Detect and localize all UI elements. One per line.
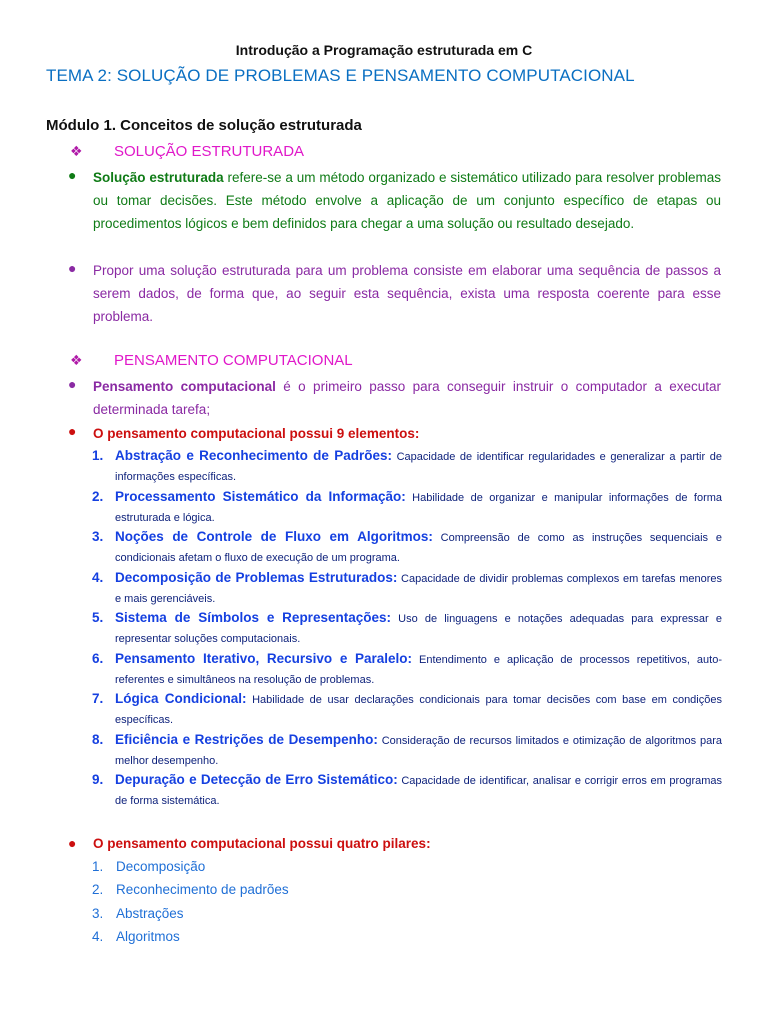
list-item bbox=[92, 568, 722, 609]
list-item-number: 1. bbox=[92, 448, 104, 463]
list-item-number: 4. bbox=[92, 928, 104, 944]
list-item-title: Depuração e Detecção de Erro Sistemático: bbox=[115, 772, 398, 787]
list-item-label: Decomposição bbox=[116, 859, 206, 874]
diamond-bullet-icon: ❖ bbox=[70, 352, 83, 368]
section-title-text: SOLUÇÃO ESTRUTURADA bbox=[114, 143, 305, 160]
list-item-title: Eficiência e Restrições de Desempenho: bbox=[115, 731, 378, 747]
pillars-list bbox=[92, 855, 289, 948]
list-item-title: Abstração e Reconhecimento de Padrões: bbox=[115, 448, 392, 463]
dot-bullet-icon: ● bbox=[68, 376, 77, 392]
list-item bbox=[92, 608, 722, 649]
list-item-number: 2. bbox=[92, 488, 104, 504]
list-item bbox=[92, 925, 289, 948]
list-item-text: Capacidade de dividir problemas complexos em tarefas menores e mais gerenciáveis. bbox=[115, 572, 722, 605]
paragraph-solucao-definition bbox=[93, 166, 721, 235]
list-item-title: Sistema de Símbolos e Representações: bbox=[115, 610, 391, 625]
section-title-text: PENSAMENTO COMPUTACIONAL bbox=[114, 352, 353, 369]
diamond-bullet-icon: ❖ bbox=[70, 143, 83, 159]
list-item-title: Decomposição de Problemas Estruturados: bbox=[115, 569, 398, 585]
list-item bbox=[92, 902, 289, 925]
list-item bbox=[92, 770, 722, 811]
module-title: Módulo 1. Conceitos de solução estruturada bbox=[46, 117, 362, 134]
dot-bullet-icon: ● bbox=[68, 167, 77, 183]
list-item-number: 9. bbox=[92, 772, 104, 787]
list-item bbox=[92, 878, 289, 901]
elements-list bbox=[92, 446, 722, 811]
list-item-number: 1. bbox=[92, 859, 104, 874]
list-item bbox=[92, 855, 289, 878]
list-item-title: Processamento Sistemático da Informação: bbox=[115, 488, 406, 504]
dot-bullet-icon: ● bbox=[68, 835, 77, 851]
topic-title: TEMA 2: SOLUÇÃO DE PROBLEMAS E PENSAMENTO COMPUTACIONAL bbox=[46, 66, 635, 85]
list-item bbox=[92, 527, 722, 568]
paragraph-text: é o primeiro passo para conseguir instruir o computador a executar determinada tarefa; bbox=[93, 379, 721, 417]
list-item-text: Capacidade de identificar, analisar e corrigir erros em programas de forma sistemática. bbox=[115, 775, 723, 807]
list-item-number: 3. bbox=[92, 905, 104, 921]
list-item-number: 6. bbox=[92, 650, 104, 666]
list-item bbox=[92, 446, 722, 487]
list-item-label: Abstrações bbox=[116, 905, 184, 921]
list-item-title: Lógica Condicional: bbox=[115, 691, 247, 706]
list-item-label: Algoritmos bbox=[116, 928, 180, 944]
list-item-text: Habilidade de organizar e manipular informações de forma estruturada e lógica. bbox=[115, 491, 723, 524]
list-item-text: Entendimento e aplicação de processos repetitivos, auto-referentes e simultâneos na resolução de problemas. bbox=[115, 653, 722, 686]
list-item-title: Noções de Controle de Fluxo em Algoritmos: bbox=[115, 529, 433, 544]
list-item-text: Capacidade de identificar regularidades e generalizar a partir de informações específicas. bbox=[115, 451, 722, 483]
list-item-text: Compreensão de como as instruções sequenciais e condicionais afetam o fluxo de execução de um programa. bbox=[115, 532, 722, 564]
paragraph-solucao-proposta: Propor uma solução estruturada para um problema consiste em elaborar uma sequência de passos a serem dados, de forma que, ao seguir esta sequência, exista uma resposta coerente para esse problema. bbox=[93, 263, 721, 324]
list-item bbox=[92, 649, 722, 690]
list-item-text: Consideração de recursos limitados e otimização de algoritmos para melhor desempenho. bbox=[115, 734, 722, 767]
document-header: Introdução a Programação estruturada em C bbox=[235, 42, 533, 58]
list-item-number: 5. bbox=[92, 610, 104, 625]
list-item bbox=[92, 730, 722, 771]
paragraph-text: refere-se a um método organizado e sistemático utilizado para resolver problemas ou tomar decisões. Este método envolve a aplicação de um conjunto específico de etapas ou procedimentos lógicos e bem definidos para chegar a uma solução ou resultado desejado. bbox=[93, 170, 721, 231]
paragraph-four-pillars-intro: O pensamento computacional possui quatro pilares: bbox=[93, 836, 431, 851]
list-item-number: 4. bbox=[92, 569, 104, 585]
dot-bullet-icon: ● bbox=[68, 260, 77, 276]
paragraph-nine-elements-intro: O pensamento computacional possui 9 elementos: bbox=[93, 426, 420, 441]
list-item-label: Reconhecimento de padrões bbox=[116, 882, 289, 898]
section-title-solucao bbox=[70, 143, 304, 160]
list-item-text: Uso de linguagens e notações adequadas para expressar e representar soluções computacionais. bbox=[115, 613, 722, 645]
list-item-number: 7. bbox=[92, 691, 104, 706]
list-item bbox=[92, 689, 722, 730]
list-item-number: 2. bbox=[92, 882, 104, 898]
section-title-pensamento bbox=[70, 352, 353, 369]
paragraph-bold-term: Pensamento computacional bbox=[93, 379, 276, 394]
list-item-text: Habilidade de usar declarações condicionais para tomar decisões com base em condições específicas. bbox=[115, 694, 722, 726]
list-item-title: Pensamento Iterativo, Recursivo e Paralelo: bbox=[115, 650, 413, 666]
list-item-number: 3. bbox=[92, 529, 104, 544]
paragraph-bold-term: Solução estruturada bbox=[93, 170, 224, 185]
paragraph-pensamento-definition bbox=[93, 375, 721, 421]
dot-bullet-icon: ● bbox=[68, 423, 77, 439]
list-item-number: 8. bbox=[92, 731, 104, 747]
list-item bbox=[92, 487, 722, 528]
